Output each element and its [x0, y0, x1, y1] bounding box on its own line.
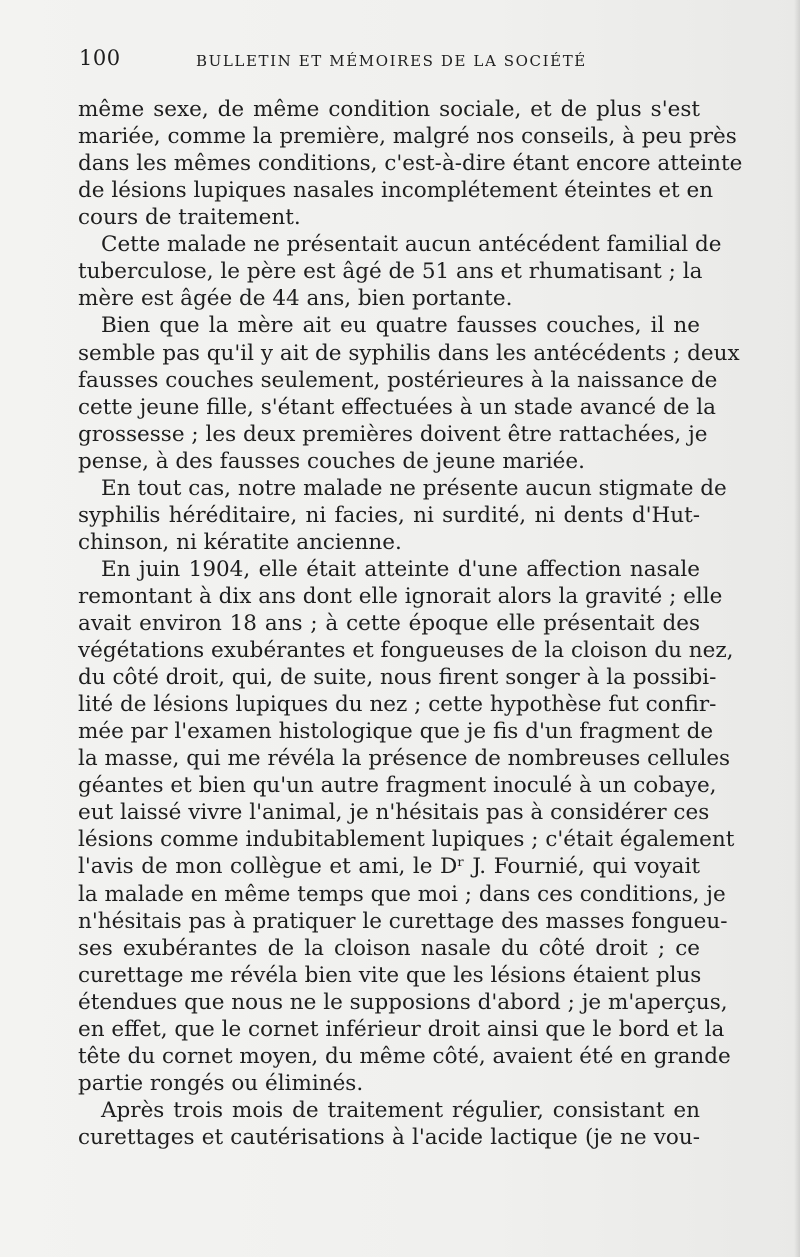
text-line: avait environ 18 ans ; à cette époque elle présentait des	[78, 611, 700, 636]
text-line: curettages et cautérisations à l'acide lactique (je ne vou-	[78, 1124, 700, 1150]
text-line: l'avis de mon collègue et ami, le Dʳ J. Fournié, qui voyait	[78, 854, 700, 880]
text-line: végétations exubérantes et fongueuses de la cloison du nez,	[78, 638, 734, 663]
text-line: dans les mêmes conditions, c'est-à-dire étant encore atteinte	[78, 151, 743, 177]
text-line: lésions comme indubitablement lupiques ; c'était également	[78, 827, 735, 853]
text-line: En juin 1904, elle était atteinte d'une affection nasale	[101, 556, 700, 582]
text-line: grossesse ; les deux premières doivent être rattachées, je	[78, 421, 708, 447]
text-line: ses exubérantes de la cloison nasale du côté droit ; ce	[78, 935, 700, 961]
text-line: même sexe, de même condition sociale, et de plus s'est	[78, 97, 700, 122]
text-line: mère est âgée de 44 ans, bien portante.	[78, 286, 513, 312]
page-number: 100	[79, 46, 121, 70]
text-line: syphilis héréditaire, ni facies, ni surdité, ni dents d'Hut-	[78, 502, 700, 528]
text-line: cours de traitement.	[78, 205, 301, 231]
text-line: En tout cas, notre malade ne présente aucun stigmate de	[101, 475, 727, 501]
text-line: chinson, ni kératite ancienne.	[78, 529, 402, 555]
text-line: Après trois mois de traitement régulier, consistant en	[101, 1097, 700, 1123]
text-line: lité de lésions lupiques du nez ; cette hypothèse fut confir-	[78, 692, 717, 718]
text-line: étendues que nous ne le supposions d'abord ; je m'aperçus,	[78, 989, 728, 1015]
text-line: en effet, que le cornet inférieur droit ainsi que le bord et la	[78, 1016, 725, 1042]
text-line: Bien que la mère ait eu quatre fausses couches, il ne	[101, 313, 700, 339]
text-line: Cette malade ne présentait aucun antécédent familial de	[101, 232, 722, 258]
text-line: n'hésitais pas à pratiquer le curettage des masses fongueu-	[78, 908, 728, 934]
text-line: la malade en même temps que moi ; dans ces conditions, je	[78, 881, 726, 907]
text-line: de lésions lupiques nasales incomplétement éteintes et en	[78, 178, 714, 204]
text-line: mariée, comme la première, malgré nos conseils, à peu près	[78, 124, 737, 149]
text-line: du côté droit, qui, de suite, nous firent songer à la possibi-	[78, 665, 717, 691]
text-line: pense, à des fausses couches de jeune mariée.	[78, 448, 585, 474]
text-line: géantes et bien qu'un autre fragment inoculé à un cobaye,	[78, 773, 717, 799]
text-line: cette jeune fille, s'étant effectuées à un stade avancé de la	[78, 394, 716, 420]
text-line: tête du cornet moyen, du même côté, avaient été en grande	[78, 1043, 731, 1069]
text-line: tuberculose, le père est âgé de 51 ans et rhumatisant ; la	[78, 259, 703, 285]
text-line: fausses couches seulement, postérieures à la naissance de	[78, 367, 718, 393]
text-line: la masse, qui me révéla la présence de nombreuses cellules	[78, 746, 731, 772]
text-line: remontant à dix ans dont elle ignorait alors la gravité ; elle	[78, 583, 723, 609]
text-line: curettage me révéla bien vite que les lésions étaient plus	[78, 962, 702, 988]
page-edge-shadow	[794, 0, 800, 1257]
text-line: mée par l'examen histologique que je fis d'un fragment de	[78, 719, 714, 745]
text-line: semble pas qu'il y ait de syphilis dans les antécédents ; deux	[78, 340, 740, 366]
text-line: partie rongés ou éliminés.	[78, 1070, 364, 1096]
running-head: BULLETIN ET MÉMOIRES DE LA SOCIÉTÉ	[196, 52, 587, 70]
text-line: eut laissé vivre l'animal, je n'hésitais pas à considérer ces	[78, 800, 710, 826]
